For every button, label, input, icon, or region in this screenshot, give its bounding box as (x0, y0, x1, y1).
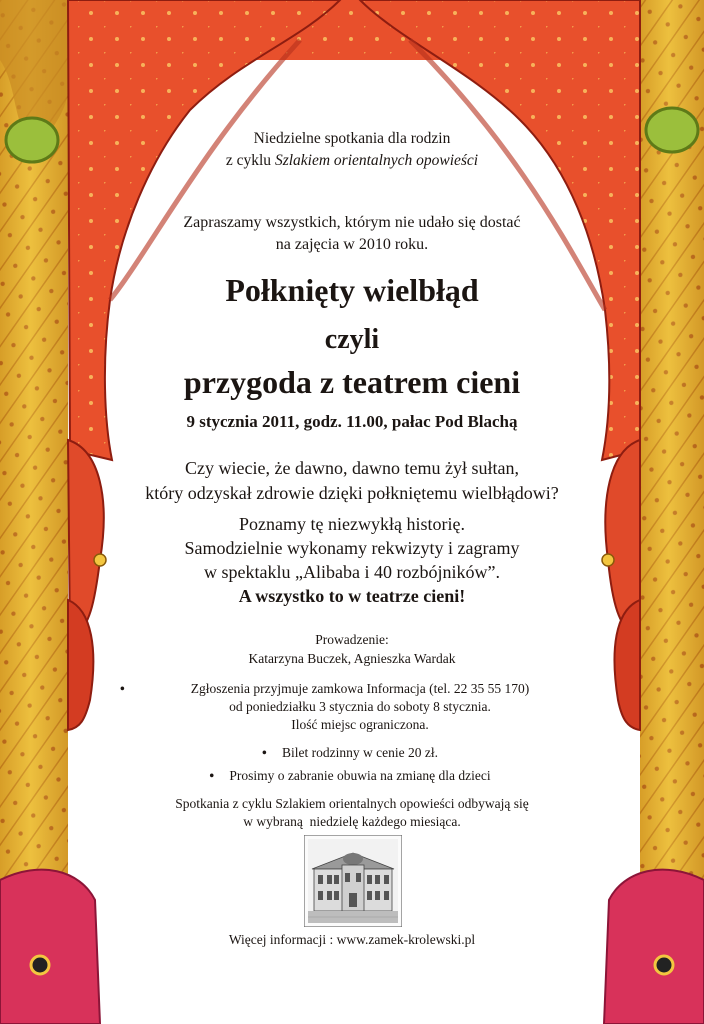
bullet-icon: • (120, 681, 125, 696)
registration-line-3: Ilość miejsc ograniczona. (291, 717, 429, 732)
shoes-info (140, 767, 580, 785)
registration-line-2: od poniedziałku 3 stycznia do soboty 8 stycznia. (229, 699, 491, 714)
story-highlight: A wszystko to w teatrze cieni! (238, 586, 466, 606)
question-line-1: Czy wiecie, że dawno, dawno temu żył sułtan, (185, 458, 519, 478)
series-name: Szlakiem orientalnych opowieści (274, 152, 479, 169)
event-date-place: 9 stycznia 2011, godz. 11.00, pałac Pod Blachą (186, 412, 518, 431)
palace-image (304, 835, 402, 927)
shoes-text: Prosimy o zabranie obuwia na zmianę dla dzieci (229, 768, 491, 783)
intro-line-1: Niedzielne spotkania dla rodzin (253, 130, 451, 147)
ticket-info (140, 744, 580, 762)
invitation (120, 212, 584, 256)
bullet-icon: • (209, 768, 215, 783)
story-line-3: w spektaklu „Alibaba i 40 rozbójników”. (204, 562, 500, 582)
event-subtitle: przygoda z teatrem cieni (183, 364, 521, 400)
ticket-text: Bilet rodzinny w cenie 20 zł. (282, 745, 438, 760)
cycle-info (120, 795, 584, 831)
left-cushion (0, 870, 100, 1024)
registration-line-1 (120, 680, 580, 698)
right-capital-ornament (646, 108, 698, 152)
story-line-1: Poznamy tę niezwykłą historię. (239, 514, 465, 534)
story-line-2: Samodzielnie wykonamy rekwizyty i zagramy (184, 538, 520, 558)
story-line-4 (120, 584, 584, 608)
invite-line-1: Zapraszamy wszystkich, którym nie udało się dostać (183, 214, 521, 231)
invite-line-2: na zajęcia w 2010 roku. (275, 236, 429, 253)
leaders-heading: Prowadzenie: (315, 632, 389, 647)
event-title: Połknięty wielbłąd (225, 272, 479, 308)
story (120, 512, 584, 608)
right-cushion (604, 870, 704, 1024)
registration-info (120, 680, 580, 734)
leaders (120, 630, 584, 668)
question (104, 456, 600, 506)
more-info: Więcej informacji : www.zamek-krolewski.pl (228, 932, 476, 947)
registration-text: Zgłoszenia przyjmuje zamkowa Informacja (tel. 22 35 55 170) (190, 681, 530, 696)
cycle-line-2: w wybraną niedzielę każdego miesiąca. (243, 814, 461, 829)
title-connector: czyli (324, 324, 380, 355)
bullet-icon: • (262, 745, 267, 760)
series-intro (120, 128, 584, 172)
leaders-names: Katarzyna Buczek, Agnieszka Wardak (248, 651, 456, 666)
left-capital-ornament (6, 118, 58, 162)
intro-line-2 (120, 150, 584, 172)
cycle-line-1: Spotkania z cyklu Szlakiem orientalnych opowieści odbywają się (175, 796, 529, 811)
question-line-2: który odzyskał zdrowie dzięki połkniętemu wielbłądowi? (145, 483, 559, 503)
intro-prefix: z cyklu (225, 152, 275, 169)
